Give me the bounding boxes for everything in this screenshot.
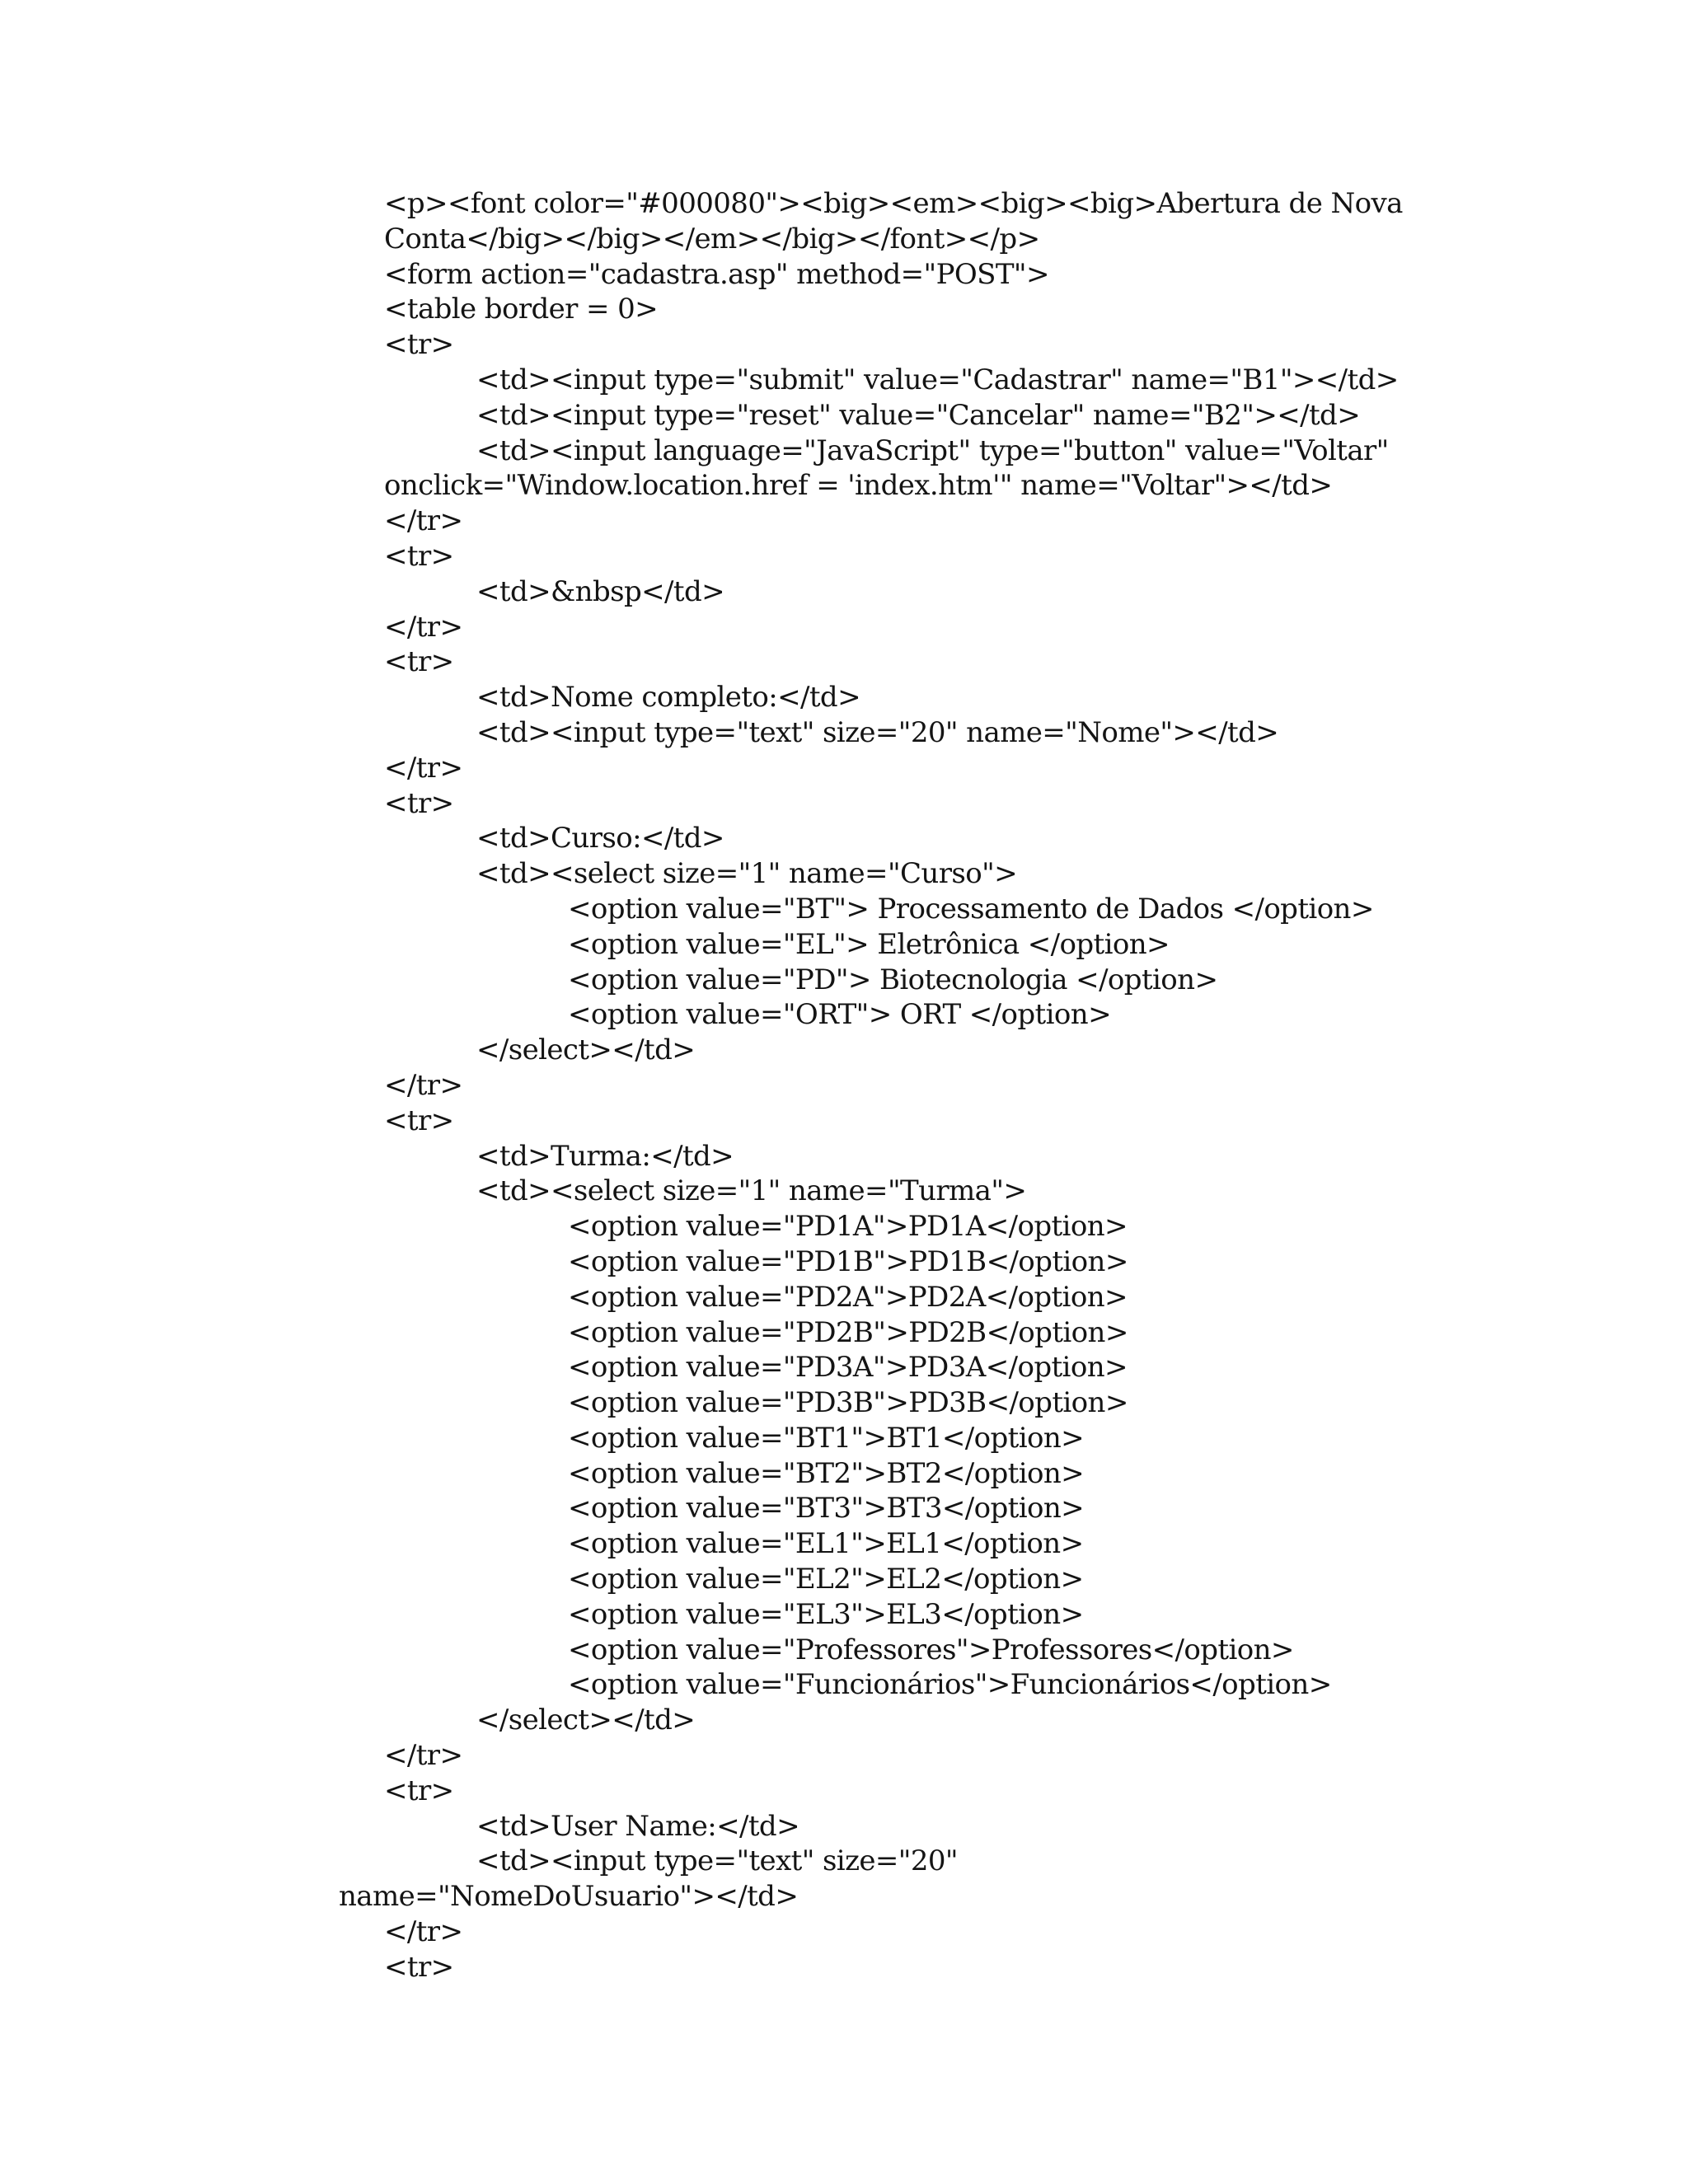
code-line: onclick="Window.location.href = 'index.htm'" name="Voltar"></td>: [384, 469, 1333, 503]
code-line: <option value="PD1B">PD1B</option>: [568, 1244, 1128, 1278]
code-line: <option value="Funcionários">Funcionários</option>: [568, 1668, 1332, 1702]
code-line: <td><input type="reset" value="Cancelar" name="B2"></td>: [476, 398, 1361, 432]
code-line: <tr>: [384, 328, 454, 362]
code-line: <option value="PD3A">PD3A</option>: [568, 1351, 1128, 1385]
code-line: <option value="ORT"> ORT </option>: [568, 998, 1111, 1032]
code-line: <td><select size="1" name="Turma">: [476, 1174, 1027, 1208]
code-line: <option value="BT1">BT1</option>: [568, 1421, 1085, 1455]
code-line: <option value="BT2">BT2</option>: [568, 1456, 1085, 1490]
code-line: <tr>: [384, 786, 454, 820]
code-line: </select></td>: [476, 1033, 696, 1067]
code-line: <td>Turma:</td>: [476, 1139, 734, 1173]
code-line: <option value="EL2">EL2</option>: [568, 1563, 1084, 1596]
code-line: <table border = 0>: [384, 293, 659, 326]
code-line: <td><select size="1" name="Curso">: [476, 857, 1017, 891]
code-line: name="NomeDoUsuario"></td>: [339, 1880, 799, 1914]
code-line: <option value="PD1A">PD1A</option>: [568, 1210, 1128, 1244]
code-line: <option value="PD2A">PD2A</option>: [568, 1280, 1128, 1314]
code-line: <option value="EL3">EL3</option>: [568, 1597, 1084, 1631]
code-line: <td>Curso:</td>: [476, 822, 724, 855]
code-line: <td><input type="submit" value="Cadastrar" name="B1"></td>: [476, 363, 1399, 396]
code-line: <option value="BT3">BT3</option>: [568, 1492, 1085, 1526]
code-line: </tr>: [384, 504, 463, 538]
code-line: <td>User Name:</td>: [476, 1809, 799, 1843]
code-listing: [0, 186, 1688, 1985]
code-line: </tr>: [384, 1068, 463, 1102]
code-line: </tr>: [384, 610, 463, 644]
code-line: <tr>: [384, 1104, 454, 1137]
code-line: <option value="BT"> Processamento de Dados </option>: [568, 892, 1374, 926]
code-line: </tr>: [384, 751, 463, 785]
code-line: <p><font color="#000080"><big><em><big><big>Abertura de Nova: [384, 187, 1403, 220]
code-line: </select></td>: [476, 1704, 696, 1737]
code-line: <option value="PD"> Biotecnologia </option>: [568, 963, 1218, 996]
code-line: </tr>: [384, 1915, 463, 1949]
code-line: <td>&nbsp</td>: [476, 574, 725, 608]
code-line: <form action="cadastra.asp" method="POST">: [384, 257, 1049, 291]
code-line: <option value="PD2B">PD2B</option>: [568, 1315, 1128, 1349]
code-line: Conta</big></big></em></big></font></p>: [384, 222, 1040, 255]
code-line: <td>Nome completo:</td>: [476, 681, 860, 715]
code-line: </tr>: [384, 1739, 463, 1773]
code-line: <tr>: [384, 645, 454, 679]
code-line: <tr>: [384, 539, 454, 573]
code-line: <td><input type="text" size="20" name="Nome"></td>: [476, 715, 1279, 749]
code-line: <tr>: [384, 1774, 454, 1807]
code-line: <option value="EL1">EL1</option>: [568, 1527, 1084, 1561]
code-line: <td><input type="text" size="20": [476, 1844, 958, 1878]
code-line: <td><input language="JavaScript" type="button" value="Voltar": [476, 434, 1389, 467]
code-line: <tr>: [384, 1950, 454, 1984]
code-line: <option value="EL"> Eletrônica </option>: [568, 927, 1170, 961]
code-line: <option value="PD3B">PD3B</option>: [568, 1386, 1128, 1420]
code-line: <option value="Professores">Professores</option>: [568, 1633, 1294, 1666]
